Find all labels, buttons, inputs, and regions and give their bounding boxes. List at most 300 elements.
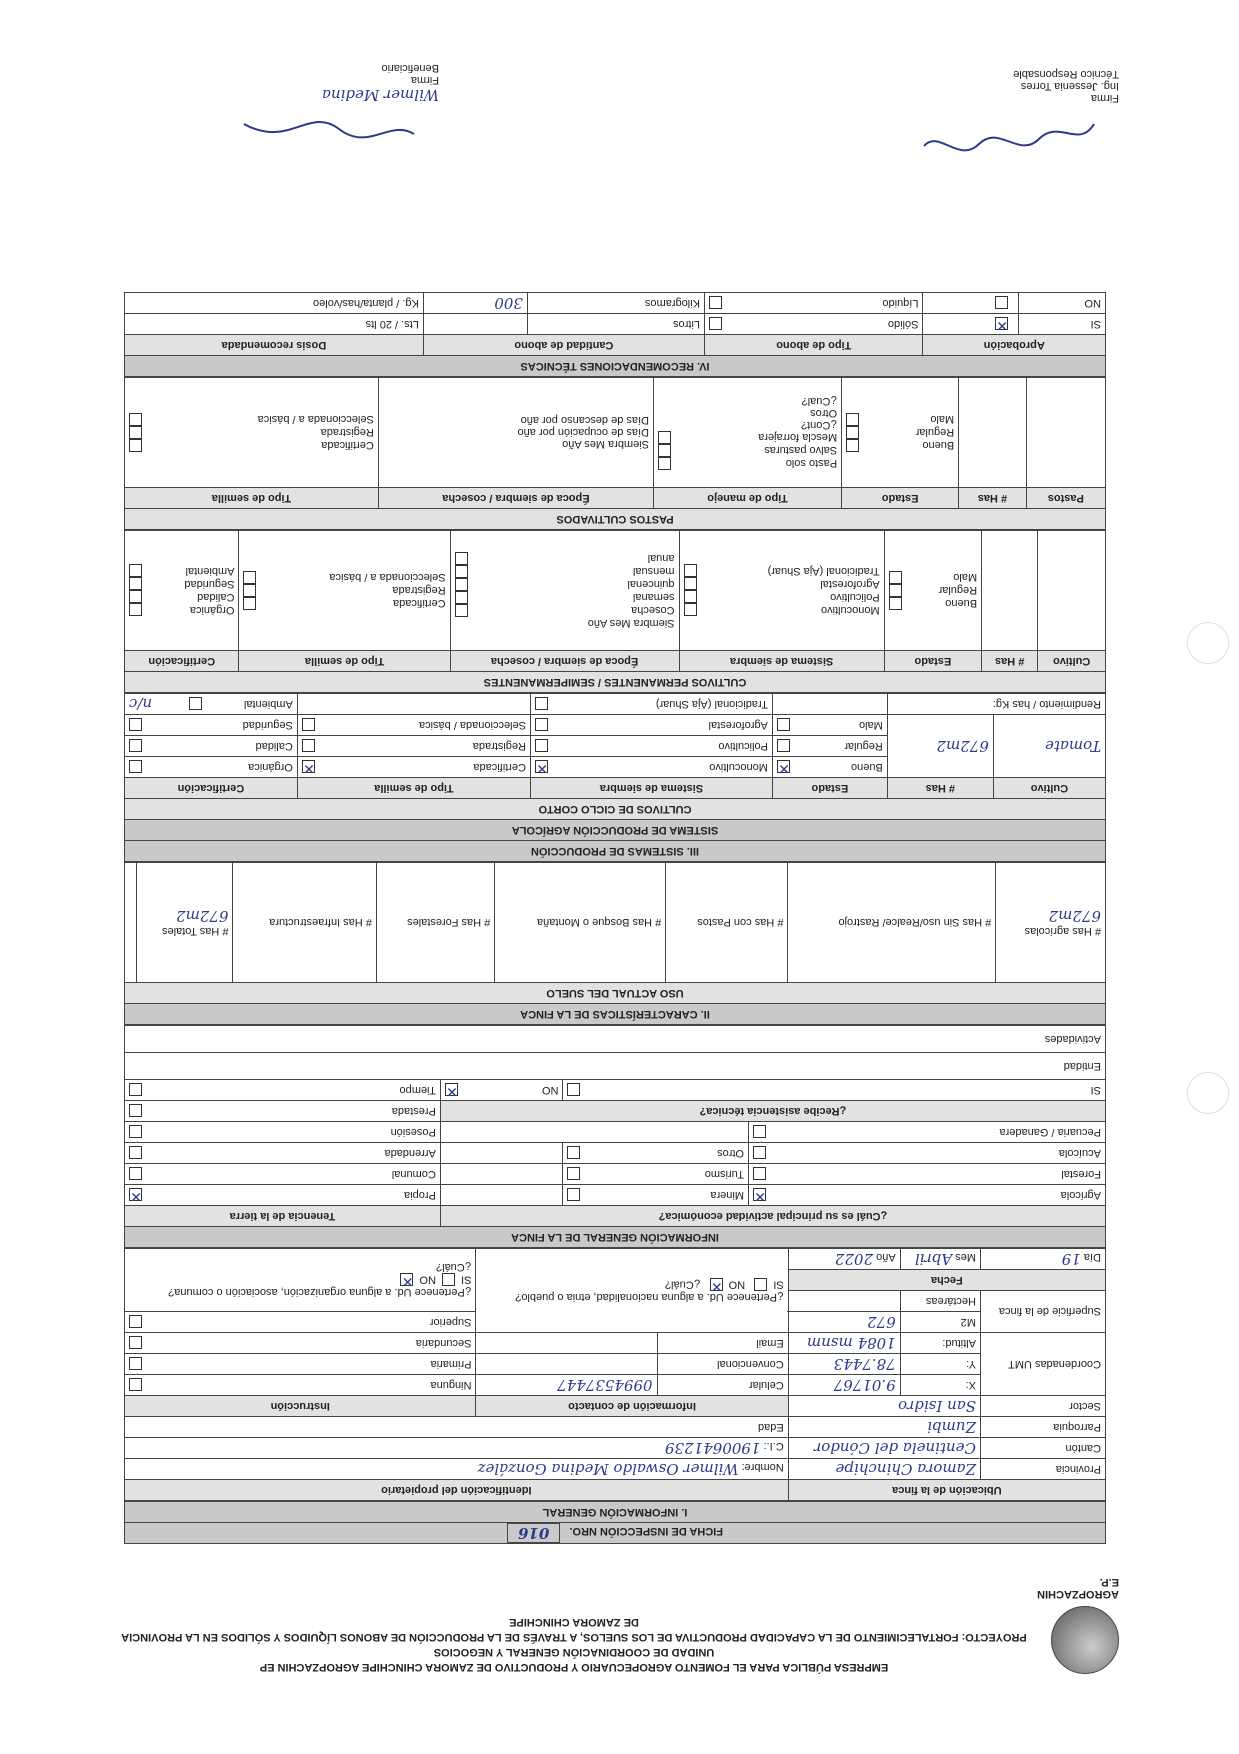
acuicola-checkbox[interactable]: [753, 1147, 766, 1160]
dosis-h: Dosis recomendada: [125, 335, 424, 356]
x-label: X:: [900, 1375, 980, 1396]
ficha-number-cell: [125, 1523, 1106, 1544]
ten-comunal[interactable]: [125, 1164, 441, 1185]
ps-siembra-label: Siembra: [608, 438, 650, 451]
liquido-label: Líquido: [882, 297, 919, 309]
ap-si-checkbox[interactable]: [995, 318, 1008, 331]
p-cert-options: [125, 531, 239, 651]
cc-seguridad[interactable]: [125, 715, 298, 736]
sector-label: Sector: [980, 1396, 1105, 1417]
beneficiario-scrawl-icon: [239, 114, 419, 154]
etnia-si-label: SI: [773, 1278, 784, 1291]
asist-no-checkbox[interactable]: [445, 1084, 458, 1097]
otros-label: Otros: [717, 1147, 745, 1159]
dia-value: 19: [1061, 1250, 1081, 1268]
minera-checkbox[interactable]: [567, 1189, 580, 1202]
entidad-row: [125, 1053, 1106, 1080]
nombre-cell: [125, 1459, 789, 1480]
hect-label: Hectáreas: [900, 1291, 980, 1312]
p-agrof-checkbox[interactable]: [684, 578, 697, 591]
cc-seleccionada-checkbox[interactable]: [302, 719, 315, 732]
cc-bueno[interactable]: [772, 757, 887, 778]
agricolas-cell: [996, 863, 1106, 983]
ab-solido[interactable]: [704, 314, 923, 335]
etnia-no-checkbox[interactable]: [710, 1278, 723, 1291]
cc-estado-h: Estado: [772, 778, 887, 799]
p-seguridad-label: Seguridad: [184, 578, 235, 590]
org-line-1: EMPRESA PÚBLICA PARA EL FOMENTO AGROPECUARIO Y PRODUCTIVO DE ZAMORA CHINCHIPE AGROPZACHIN EP: [259, 1661, 889, 1673]
asist-no[interactable]: [440, 1080, 563, 1101]
canton-value: Centinela del Cóndor: [788, 1438, 980, 1459]
cc-sistema-h: Sistema de siembra: [530, 778, 772, 799]
cc-mono[interactable]: [530, 757, 772, 778]
instr-secundaria[interactable]: [125, 1333, 476, 1354]
ps-registrada-label: Registrada: [320, 426, 374, 439]
finca-general-table: [124, 1025, 1106, 1248]
email-value: [476, 1333, 657, 1354]
p-epoca-h: Época de siembra / cosecha: [450, 651, 679, 672]
permanentes-table: [124, 530, 1106, 693]
solido-checkbox[interactable]: [709, 318, 722, 331]
ps-certificada-checkbox[interactable]: [129, 439, 142, 452]
kgs-label: Kg. / planta/has/voleo: [125, 293, 424, 314]
cc-cultivo-value: Tomate: [993, 715, 1105, 778]
p-poli-checkbox[interactable]: [684, 591, 697, 604]
coord-label: Coordenadas UMT: [980, 1333, 1105, 1396]
cc-trad[interactable]: [530, 694, 772, 715]
org-no-label: NO: [419, 1274, 436, 1287]
ps-certificada-label: Certificada: [321, 439, 374, 452]
p-anio-label: Año: [587, 617, 608, 629]
org-no-checkbox[interactable]: [400, 1274, 413, 1287]
anio-cell: [788, 1249, 900, 1270]
cc-regular-label: Regular: [844, 740, 883, 752]
cc-seguridad-checkbox[interactable]: [129, 719, 142, 732]
prestada-checkbox[interactable]: [129, 1105, 142, 1118]
beneficiario-name: Wilmer Medina: [321, 86, 439, 104]
p-anual-checkbox[interactable]: [455, 552, 468, 565]
otros-checkbox[interactable]: [567, 1147, 580, 1160]
act-otros[interactable]: [563, 1143, 749, 1164]
cc-registrada-label: Registrada: [472, 740, 526, 752]
posesion-checkbox[interactable]: [129, 1126, 142, 1139]
recomendaciones-table: [124, 292, 1106, 377]
mes-label: Mes: [955, 1251, 976, 1263]
p-cosecha-label: Cosecha: [631, 604, 675, 617]
p-organica-checkbox[interactable]: [129, 604, 142, 617]
project-title: PROYECTO: FORTALECIMIENTO DE LA CAPACIDAD PRODUCTIVA DE LOS SUELOS, A TRAVÉS DE LA PRODUCCIÓN DE ABONOS LÍQUIDOS Y SÓLIDOS EN LA PROVINCIA DE ZAMORA CHINCHIPE: [121, 1616, 1027, 1643]
alt-value: 1084 msnm: [788, 1333, 900, 1354]
ten-propia[interactable]: [125, 1185, 441, 1206]
p-semanal-checkbox[interactable]: [455, 591, 468, 604]
dia-label: Día: [1083, 1251, 1101, 1263]
p-poli-label: Policultivo: [830, 591, 880, 603]
litros-label: Litros: [527, 314, 704, 335]
cc-has-h: # Has: [887, 778, 993, 799]
act-turismo[interactable]: [563, 1164, 749, 1185]
cc-mono-checkbox[interactable]: [535, 761, 548, 774]
cc-agrof-checkbox[interactable]: [535, 719, 548, 732]
p-siembra-label: Siembra: [633, 617, 675, 629]
parroquia-value: Zumbi: [788, 1417, 980, 1438]
dia-cell: [980, 1249, 1105, 1270]
y-label: Y:: [900, 1354, 980, 1375]
asist-si-checkbox[interactable]: [567, 1084, 580, 1097]
turismo-label: Turismo: [704, 1168, 745, 1180]
liquido-checkbox[interactable]: [709, 297, 722, 310]
beneficiario-role: Beneficiario: [381, 62, 439, 74]
fecha-label: Fecha: [788, 1270, 1105, 1291]
p-semanal-label: semanal: [632, 591, 675, 604]
agricola-label: Agrícola: [1060, 1189, 1101, 1201]
p-regular-checkbox[interactable]: [889, 584, 902, 597]
p-sistema-options: [679, 531, 884, 651]
asist-no-label: NO: [541, 1084, 559, 1096]
ubicacion-header: Ubicación de la finca: [788, 1480, 1105, 1501]
anio-value: 2022: [834, 1250, 874, 1268]
sin-uso-label: # Has Sin uso/Realce/ Rastrojo: [788, 863, 996, 983]
ps-malo-label: Malo: [930, 413, 955, 426]
agricolas-label: # Has agrícolas: [1024, 925, 1101, 938]
p-mes-label: Mes: [609, 617, 631, 629]
q-org: ¿Pertenece Ud. a alguna organización, asociación o comuna?: [168, 1286, 472, 1299]
p-seguridad-checkbox[interactable]: [129, 578, 142, 591]
forestal-checkbox[interactable]: [753, 1168, 766, 1181]
pastos-table: [124, 377, 1106, 530]
p-sistema-h: Sistema de siembra: [679, 651, 884, 672]
ps-seleccionada-checkbox[interactable]: [129, 413, 142, 426]
turismo-checkbox[interactable]: [567, 1168, 580, 1181]
finca-general-title: INFORMACIÓN GENERAL DE LA FINCA: [125, 1227, 1106, 1248]
bosque-label: # Has Bosque o Montaña: [495, 863, 666, 983]
etnia-cual: ¿Cuál?: [664, 1278, 701, 1291]
pecuaria-checkbox[interactable]: [753, 1126, 766, 1139]
tiempo-checkbox[interactable]: [129, 1084, 142, 1097]
cc-nc: n/c: [129, 695, 153, 713]
q-asistencia: ¿Recibe asistencia técnica?: [440, 1101, 1105, 1122]
tecnico-scrawl-icon: [919, 114, 1099, 154]
p-mono-checkbox[interactable]: [684, 604, 697, 617]
celular-label: Celular: [657, 1375, 788, 1396]
ps-salvo-checkbox[interactable]: [658, 444, 671, 457]
ps-bueno-label: Bueno: [922, 439, 955, 452]
ps-epoca-h: Época de siembra / cosecha: [378, 488, 653, 509]
ps-solo-checkbox[interactable]: [658, 457, 671, 470]
ap-si-label: SI: [1019, 314, 1106, 335]
p-quincenal-label: quincenal: [627, 578, 675, 591]
cc-malo-checkbox[interactable]: [777, 719, 790, 732]
q-etnia: ¿Pertenece Ud. a alguna nacionalidad, etnia o pueblo?: [515, 1291, 784, 1303]
tiempo-label: Tiempo: [399, 1084, 436, 1096]
p-organica-label: Orgánica: [189, 604, 235, 616]
x-value: 9.01767: [788, 1375, 900, 1396]
primaria-label: Primaria: [430, 1358, 472, 1370]
ps-descanso: Días de descanso por año: [520, 414, 650, 427]
beneficiario-signature: [139, 62, 439, 164]
tecnico-signature-mark: [899, 104, 1119, 164]
cc-certificada[interactable]: [297, 757, 530, 778]
tecnico-role: Técnico Responsable: [1013, 68, 1119, 80]
ps-bueno-checkbox[interactable]: [846, 439, 859, 452]
ps-regular-label: Regular: [915, 426, 955, 439]
rendimiento-label: Rendimiento / has Kg:: [887, 694, 1105, 715]
ap-no-checkbox[interactable]: [995, 297, 1008, 310]
cc-calidad[interactable]: [125, 736, 298, 757]
sector-value: San Isidro: [788, 1396, 980, 1417]
agricola-checkbox[interactable]: [753, 1189, 766, 1202]
tecnico-name: Ing. Jessenia Torres: [1020, 80, 1119, 92]
cc-poli[interactable]: [530, 736, 772, 757]
p-estado-options: [884, 531, 981, 651]
p-calidad-label: Calidad: [197, 591, 235, 603]
p-semilla-options: [239, 531, 450, 651]
instr-ninguna[interactable]: [125, 1375, 476, 1396]
section-3-title: III. SISTEMAS DE PRODUCCIÓN: [125, 841, 1106, 862]
p-ambiental-label: Ambiental: [185, 565, 235, 577]
ps-estado-options: [842, 378, 959, 488]
ten-arrendada[interactable]: [125, 1143, 441, 1164]
forestal-label: Forestal: [1061, 1168, 1101, 1180]
p-calidad-checkbox[interactable]: [129, 591, 142, 604]
sistema-agricola-title: SISTEMA DE PRODUCCIÓN AGRÍCOLA: [125, 820, 1106, 841]
superior-checkbox[interactable]: [129, 1316, 142, 1329]
p-registrada-checkbox[interactable]: [243, 584, 256, 597]
kg-value: 300: [423, 293, 527, 314]
instr-primaria[interactable]: [125, 1354, 476, 1375]
p-bueno-checkbox[interactable]: [889, 597, 902, 610]
ps-regular-checkbox[interactable]: [846, 426, 859, 439]
cc-regular[interactable]: [772, 736, 887, 757]
p-cert-h: Certificación: [125, 651, 239, 672]
q-actividad: ¿Cuál es su principal actividad económica?: [440, 1206, 1105, 1227]
ninguna-label: Ninguna: [430, 1379, 472, 1391]
provincia-value: Zamora Chinchipe: [788, 1459, 980, 1480]
mes-cell: [900, 1249, 980, 1270]
parroquia-label: Parroquia: [980, 1417, 1105, 1438]
canton-label: Cantón: [980, 1438, 1105, 1459]
email-label: Email: [657, 1333, 788, 1354]
p-seleccionada-checkbox[interactable]: [243, 571, 256, 584]
convencional-label: Convencional: [657, 1354, 788, 1375]
ten-prestada[interactable]: [125, 1101, 441, 1122]
cc-seleccionada[interactable]: [297, 715, 530, 736]
ps-ocupacion: Días de ocupación por año: [517, 426, 650, 439]
act-acuicola[interactable]: [749, 1143, 1106, 1164]
celular-value: 0994537447: [476, 1375, 657, 1396]
ninguna-checkbox[interactable]: [129, 1379, 142, 1392]
cc-calidad-checkbox[interactable]: [129, 740, 142, 753]
uso-suelo-title: USO ACTUAL DEL SUELO: [125, 983, 1106, 1004]
ci-cell: [125, 1438, 789, 1459]
cc-certificada-checkbox[interactable]: [302, 761, 315, 774]
ci-value: 1900641239: [665, 1439, 761, 1457]
p-trad-checkbox[interactable]: [684, 565, 697, 578]
cc-bueno-label: Bueno: [850, 761, 883, 773]
p-mono-label: Monocultivo: [820, 604, 880, 616]
cc-bueno-checkbox[interactable]: [777, 761, 790, 774]
anio-label: Año: [876, 1251, 896, 1263]
arrendada-label: Arrendada: [384, 1147, 436, 1159]
lts-label: Lts. / 20 lts: [125, 314, 424, 335]
beneficiario-signature-mark: [219, 104, 439, 164]
ps-estado-h: Estado: [842, 488, 959, 509]
prestada-label: Prestada: [391, 1105, 436, 1117]
tenencia-header: Tenencia de la tierra: [125, 1206, 441, 1227]
instr-superior[interactable]: [125, 1312, 476, 1333]
section-1-title: I. INFORMACIÓN GENERAL: [125, 1502, 1106, 1523]
cc-organica-checkbox[interactable]: [129, 761, 142, 774]
cc-certificada-label: Certificada: [473, 761, 526, 773]
ps-cual: ¿Cual?: [801, 395, 838, 407]
pecuaria-label: Pecuaria / Ganadera: [999, 1126, 1101, 1138]
etnia-si-checkbox[interactable]: [754, 1278, 767, 1291]
ficha-label: FICHA DE INSPECCIÓN NRO.: [569, 1525, 723, 1537]
cc-malo[interactable]: [772, 715, 887, 736]
ps-manejo-h: Tipo de manejo: [654, 488, 842, 509]
cc-registrada-checkbox[interactable]: [302, 740, 315, 753]
ps-has-h: # Has: [959, 488, 1027, 509]
permanentes-title: CULTIVOS PERMANENTES / SEMIPERMANENTES: [125, 672, 1106, 693]
ten-posesion[interactable]: [125, 1122, 441, 1143]
general-info-table: [124, 1248, 1106, 1501]
infra-label: # Has Infraestructura: [233, 863, 376, 983]
section-2-title: II. CARACTERÍSTICAS DE LA FINCA: [125, 1004, 1106, 1025]
p-regular-label: Regular: [938, 584, 978, 597]
caracteristicas-table: [124, 862, 1106, 1025]
act-pecuaria[interactable]: [749, 1122, 1106, 1143]
cc-organica[interactable]: [125, 757, 298, 778]
cc-agrof[interactable]: [530, 715, 772, 736]
ficha-header-table: [124, 1501, 1106, 1544]
cc-organica-label: Orgánica: [248, 761, 293, 773]
pastos-title: PASTOS CULTIVADOS: [125, 509, 1106, 530]
ps-epoca-options: [378, 378, 653, 488]
actividades-label: Actividades: [1044, 1033, 1101, 1045]
cc-seguridad-label: Seguridad: [242, 719, 293, 731]
ps-semilla-options: [125, 378, 379, 488]
pastos-label: # Has con Pastos: [666, 863, 788, 983]
totales-label: # Has Totales: [162, 925, 229, 938]
p-certificada-label: Certificada: [393, 597, 446, 610]
cc-ambiental-checkbox[interactable]: [189, 698, 202, 711]
superior-label: Superior: [429, 1316, 472, 1328]
q-etnia-cell: [476, 1249, 788, 1333]
totales-cell: [136, 863, 233, 983]
minera-label: Minera: [710, 1189, 745, 1201]
secundaria-checkbox[interactable]: [129, 1337, 142, 1350]
primaria-checkbox[interactable]: [129, 1358, 142, 1371]
cc-ambiental-label: Ambiental: [243, 698, 293, 710]
m2-label: M2: [900, 1312, 980, 1333]
p-seleccionada-label: Seleccionada a / básica: [329, 571, 446, 584]
aprobacion-h: Aprobación: [923, 335, 1106, 356]
act-forestal[interactable]: [749, 1164, 1106, 1185]
ps-mescla-label: Mescla forrajera: [758, 431, 838, 444]
q-org-cell: [125, 1249, 476, 1312]
ps-otros: Otros: [810, 407, 838, 419]
act-agricola[interactable]: [749, 1185, 1106, 1206]
ci-label: C.I.:: [763, 1440, 784, 1452]
posesion-label: Posesión: [390, 1126, 436, 1138]
mes-value: Abril: [914, 1250, 953, 1268]
inspection-form: [124, 292, 1106, 1544]
nombre-value: Wilmer Oswaldo Medina González: [477, 1460, 739, 1478]
ps-malo-checkbox[interactable]: [846, 413, 859, 426]
edad-label: Edad: [125, 1417, 789, 1438]
ps-solo-label: Pasto solo: [785, 457, 838, 470]
identificacion-header: Identificación del propietario: [125, 1480, 789, 1501]
p-semilla-h: Tipo de semilla: [239, 651, 450, 672]
asist-si[interactable]: [563, 1080, 1106, 1101]
p-quincenal-checkbox[interactable]: [455, 578, 468, 591]
cc-calidad-label: Calidad: [255, 740, 293, 752]
ps-mescla-checkbox[interactable]: [658, 431, 671, 444]
logo: [1037, 1576, 1119, 1674]
beneficiario-firma-label: Firma: [410, 74, 439, 86]
ap-no-box-cell[interactable]: [923, 293, 1019, 314]
propia-checkbox[interactable]: [129, 1189, 142, 1202]
asist-tiempo[interactable]: [125, 1080, 441, 1101]
act-minera[interactable]: [563, 1185, 749, 1206]
ps-pastos-h: Pastos: [1026, 488, 1105, 509]
ap-si-box-cell[interactable]: [923, 314, 1019, 335]
cc-trad-checkbox[interactable]: [535, 698, 548, 711]
cc-registrada[interactable]: [297, 736, 530, 757]
p-cultivo-h: Cultivo: [1038, 651, 1106, 672]
document-header: [119, 1559, 1119, 1674]
cc-cultivo-h: Cultivo: [993, 778, 1105, 799]
org-si-checkbox[interactable]: [442, 1274, 455, 1287]
y-value: 78.7443: [788, 1354, 900, 1375]
comunal-checkbox[interactable]: [129, 1168, 142, 1181]
arrendada-checkbox[interactable]: [129, 1147, 142, 1160]
tecnico-firma-label: Firma: [1090, 92, 1119, 104]
ps-anio-label: Año: [562, 438, 582, 451]
cc-agrof-label: Agroforestal: [708, 719, 768, 731]
cc-seleccionada-label: Seleccionada / básica: [418, 719, 526, 731]
actividades-row: [125, 1026, 1106, 1053]
entidad-label: Entidad: [1063, 1060, 1101, 1072]
m2-value: 672: [788, 1312, 900, 1333]
p-malo-checkbox[interactable]: [889, 571, 902, 584]
cc-regular-checkbox[interactable]: [777, 740, 790, 753]
p-mensual-checkbox[interactable]: [455, 565, 468, 578]
p-ambiental-checkbox[interactable]: [129, 565, 142, 578]
ciclo-corto-title: CULTIVOS DE CICLO CORTO: [125, 799, 1106, 820]
comunal-label: Comunal: [391, 1168, 436, 1180]
asist-si-label: SI: [1090, 1084, 1101, 1096]
p-trad-label: Tradicional (Aja Shuar): [767, 565, 880, 577]
p-cosecha-checkbox[interactable]: [455, 604, 468, 617]
org-si-label: SI: [461, 1274, 472, 1287]
forestales-label: # Has Forestales: [376, 863, 494, 983]
cc-ambiental[interactable]: [125, 694, 298, 715]
cc-malo-label: Malo: [858, 719, 883, 731]
org-line-2: UNIDAD DE COORDINACIÓN GENERAL Y NEGOCIOS: [433, 1646, 715, 1658]
p-registrada-label: Registrada: [392, 584, 446, 597]
ps-registrada-checkbox[interactable]: [129, 426, 142, 439]
ps-semilla-h: Tipo de semilla: [125, 488, 379, 509]
ab-liquido[interactable]: [704, 293, 923, 314]
ps-salvo-label: Salvo pasturas: [764, 444, 838, 457]
cc-poli-label: Policultivo: [718, 740, 768, 752]
cc-poli-checkbox[interactable]: [535, 740, 548, 753]
cantidad-h: Cantidad de abono: [423, 335, 704, 356]
convencional-value: [476, 1354, 657, 1375]
secundaria-label: Secundaria: [415, 1337, 472, 1349]
p-certificada-checkbox[interactable]: [243, 597, 256, 610]
tecnico-signature: [819, 68, 1119, 164]
